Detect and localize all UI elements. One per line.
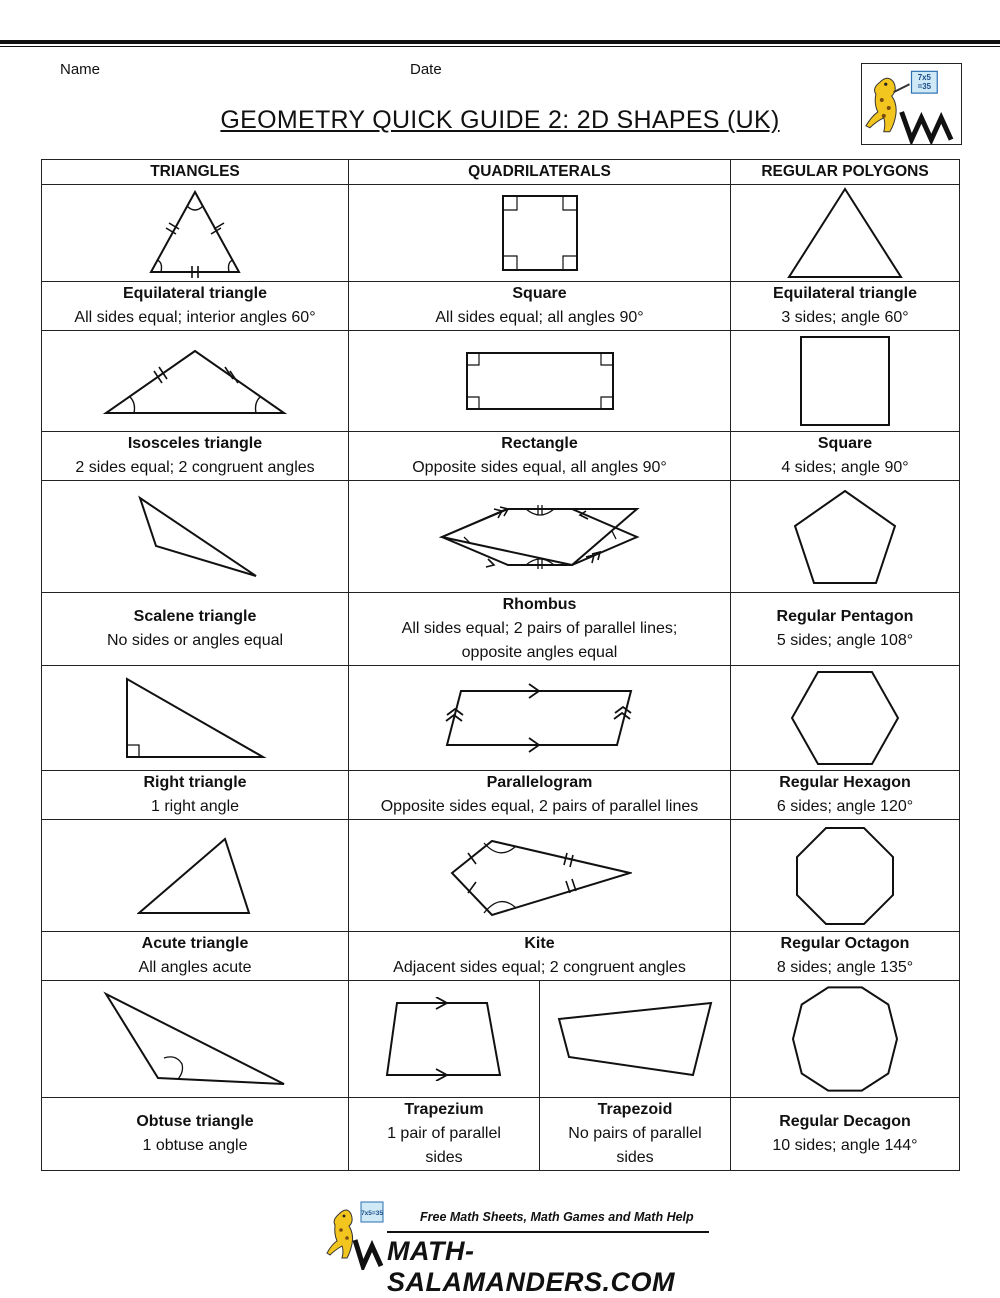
label-row bbox=[42, 932, 960, 981]
label-row bbox=[42, 432, 960, 481]
page-title: GEOMETRY QUICK GUIDE 2: 2D SHAPES (UK) bbox=[220, 106, 780, 134]
kite-label: Kite Adjacent sides equal; 2 congruent angles bbox=[349, 932, 731, 981]
svg-text:7x5=35: 7x5=35 bbox=[361, 1210, 383, 1217]
isosceles-triangle-shape bbox=[100, 345, 290, 417]
isosceles-triangle-label: Isosceles triangle 2 sides equal; 2 congruent angles bbox=[42, 432, 349, 481]
obtuse-triangle-label: Obtuse triangle 1 obtuse angle bbox=[42, 1098, 349, 1171]
equilateral-triangle-shape bbox=[135, 188, 255, 278]
label-row bbox=[42, 282, 960, 331]
pentagon-label: Regular Pentagon 5 sides; angle 108° bbox=[731, 593, 960, 666]
shape-row bbox=[42, 481, 960, 593]
parallelogram-label: Parallelogram Opposite sides equal, 2 pairs of parallel lines bbox=[349, 771, 731, 820]
acute-triangle-label: Acute triangle All angles acute bbox=[42, 932, 349, 981]
trapezoid-cell bbox=[540, 981, 731, 1098]
rectangle-cell bbox=[349, 331, 731, 432]
svg-text:=35: =35 bbox=[917, 82, 932, 92]
pentagon-cell bbox=[731, 481, 960, 593]
trapezium-label: Trapezium 1 pair of parallel sides bbox=[349, 1098, 540, 1171]
scalene-triangle-cell bbox=[42, 481, 349, 593]
decagon-shape bbox=[790, 984, 900, 1094]
parallelogram-cell bbox=[349, 666, 731, 771]
regular-triangle-shape bbox=[780, 185, 910, 281]
pentagon-shape bbox=[790, 487, 900, 587]
octagon-cell bbox=[731, 820, 960, 932]
trapezoid-label: Trapezoid No pairs of parallel sides bbox=[540, 1098, 731, 1171]
regular-square-cell bbox=[731, 331, 960, 432]
square-cell bbox=[349, 185, 731, 282]
acute-triangle-cell bbox=[42, 820, 349, 932]
salamander-mascot-icon bbox=[325, 1200, 387, 1270]
scalene-triangle-label: Scalene triangle No sides or angles equal bbox=[42, 593, 349, 666]
trapezoid-shape bbox=[555, 999, 715, 1079]
rhombus-label: Rhombus All sides equal; 2 pairs of parallel lines; opposite angles equal bbox=[349, 593, 731, 666]
rhombus-shape bbox=[438, 499, 642, 575]
kite-cell bbox=[349, 820, 731, 932]
label-row bbox=[42, 771, 960, 820]
header-rule-thick bbox=[0, 40, 1000, 44]
right-triangle-shape bbox=[123, 675, 267, 761]
svg-text:7x5: 7x5 bbox=[917, 73, 931, 83]
obtuse-triangle-shape bbox=[102, 990, 288, 1088]
kite-shape bbox=[448, 831, 632, 921]
parallelogram-shape bbox=[445, 681, 635, 755]
shape-row bbox=[42, 666, 960, 771]
trapezium-cell bbox=[349, 981, 540, 1098]
square-shape bbox=[490, 188, 590, 278]
rhombus-cell bbox=[349, 481, 731, 593]
salamander-logo-icon bbox=[862, 64, 961, 144]
decagon-cell bbox=[731, 981, 960, 1098]
isosceles-triangle-cell bbox=[42, 331, 349, 432]
hexagon-label: Regular Hexagon 6 sides; angle 120° bbox=[731, 771, 960, 820]
regular-square-label: Square 4 sides; angle 90° bbox=[731, 432, 960, 481]
shape-row bbox=[42, 981, 960, 1098]
regular-triangle-label: Equilateral triangle 3 sides; angle 60° bbox=[731, 282, 960, 331]
label-row bbox=[42, 593, 960, 666]
hexagon-shape bbox=[788, 668, 902, 768]
decagon-label: Regular Decagon 10 sides; angle 144° bbox=[731, 1098, 960, 1171]
footer-branding bbox=[325, 1200, 715, 1297]
footer-site-name: MATH-SALAMANDERS.COM bbox=[387, 1236, 675, 1297]
regular-triangle-cell bbox=[731, 185, 960, 282]
header-rule-thin bbox=[0, 46, 1000, 47]
label-row bbox=[42, 1098, 960, 1171]
hexagon-cell bbox=[731, 666, 960, 771]
rectangle-shape bbox=[462, 348, 618, 414]
column-header-polygons: REGULAR POLYGONS bbox=[731, 160, 960, 185]
shapes-table bbox=[41, 159, 960, 1171]
footer-divider bbox=[387, 1231, 709, 1233]
rectangle-label: Rectangle Opposite sides equal, all angles 90° bbox=[349, 432, 731, 481]
table-header-row bbox=[42, 160, 960, 185]
acute-triangle-shape bbox=[137, 835, 253, 917]
math-salamanders-logo bbox=[861, 63, 962, 145]
trapezium-shape bbox=[384, 997, 504, 1081]
shape-row bbox=[42, 185, 960, 282]
scalene-triangle-shape bbox=[130, 494, 260, 580]
equilateral-triangle-label: Equilateral triangle All sides equal; interior angles 60° bbox=[42, 282, 349, 331]
octagon-shape bbox=[793, 824, 897, 928]
obtuse-triangle-cell bbox=[42, 981, 349, 1098]
shape-row bbox=[42, 820, 960, 932]
equilateral-triangle-cell bbox=[42, 185, 349, 282]
column-header-quadrilaterals: QUADRILATERALS bbox=[349, 160, 731, 185]
footer-tagline: Free Math Sheets, Math Games and Math Help bbox=[420, 1210, 694, 1224]
right-triangle-cell bbox=[42, 666, 349, 771]
right-triangle-label: Right triangle 1 right angle bbox=[42, 771, 349, 820]
shape-row bbox=[42, 331, 960, 432]
octagon-label: Regular Octagon 8 sides; angle 135° bbox=[731, 932, 960, 981]
regular-square-shape bbox=[797, 333, 893, 429]
column-header-triangles: TRIANGLES bbox=[42, 160, 349, 185]
date-label: Date bbox=[410, 61, 442, 78]
name-label: Name bbox=[60, 61, 101, 78]
square-label: Square All sides equal; all angles 90° bbox=[349, 282, 731, 331]
